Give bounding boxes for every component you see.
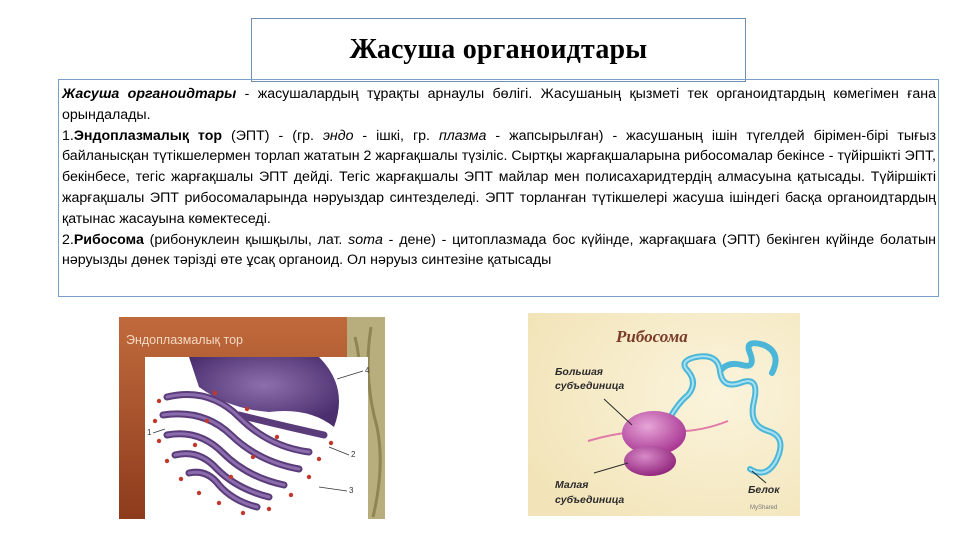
svg-text:3: 3 (349, 486, 354, 495)
protein-label: Белок (748, 484, 780, 496)
endoplasmic-reticulum-image (119, 317, 385, 519)
item2-text-a: (рибонуклеин қышқылы, лат. (143, 231, 349, 248)
title-box (251, 18, 746, 82)
item1-plazma: плазма (438, 127, 487, 144)
item2-text-b: - дене) - цитоплазмада бос күйінде, жарғақшаға (ЭПТ) бекінген күйінде болатын нәруызды дөнек тәрізді өте ұсақ органоид. Ол нәруыз синтезіне қатысады (62, 231, 936, 269)
ribosome-image (528, 313, 800, 516)
intro-term: Жасуша органоидтары (62, 86, 237, 102)
image1-caption: Эндоплазмалық тор (126, 333, 243, 347)
small-subunit-label-2: субъединица (555, 494, 625, 506)
item1-text-a: (ЭПТ) - (гр. (222, 127, 323, 144)
large-subunit-label-1: Большая (555, 366, 603, 378)
image2-caption: Рибосома (616, 327, 688, 346)
text-content-box (58, 79, 939, 297)
svg-text:2: 2 (351, 450, 356, 459)
item1-endo: эндо (322, 127, 354, 144)
svg-text:1: 1 (147, 428, 152, 437)
watermark-text: MyShared (750, 505, 778, 511)
intro-text: - жасушалардың тұрақты арнаулы бөлігі. Жасушаның қызметі тек органоидтардың көмегімен ғана орындалады. (62, 86, 936, 123)
small-subunit-shape (624, 446, 676, 476)
item1-number: 1. (62, 127, 74, 144)
item2-number: 2. (62, 231, 74, 248)
item1-text-c: - жапсырылған) - жасушаның ішін түгелдей бірімен-бірі тығыз байланысқан түтікшелермен торлап жататын 2 жарғақшалы түзіліс. Сыртқы жарғақшаларына рибосомалар бекінсе - түйіршікті ЭПТ, бекінбесе, тегіс жарғақшалы ЭПТ дейді. Тегіс жарғақшалы ЭПТ майлар мен полисахаридтердің алмасуына қатысады. Түйіршікті жарғақшалы ЭПТ рибосомаларында нәруыздар синтезделеді. ЭПТ торланған түтікшелері жасуша ішіндегі басқа органоидтардың қатынас жасауына көмектеседі. (62, 127, 936, 227)
page-title: Жасуша органоидтары (349, 34, 648, 65)
small-subunit-label-1: Малая (555, 479, 589, 491)
item2-paragraph (62, 230, 936, 272)
item1-term: Эндоплазмалық тор (73, 127, 223, 144)
item1-text-b: - ішкі, гр. (353, 127, 439, 144)
svg-text:4: 4 (365, 366, 370, 375)
large-subunit-label-2: субъединица (555, 380, 625, 392)
item2-soma: soma (348, 231, 383, 248)
item2-term: Рибосома (73, 231, 144, 248)
item1-paragraph (62, 126, 936, 230)
intro-paragraph (62, 84, 936, 126)
